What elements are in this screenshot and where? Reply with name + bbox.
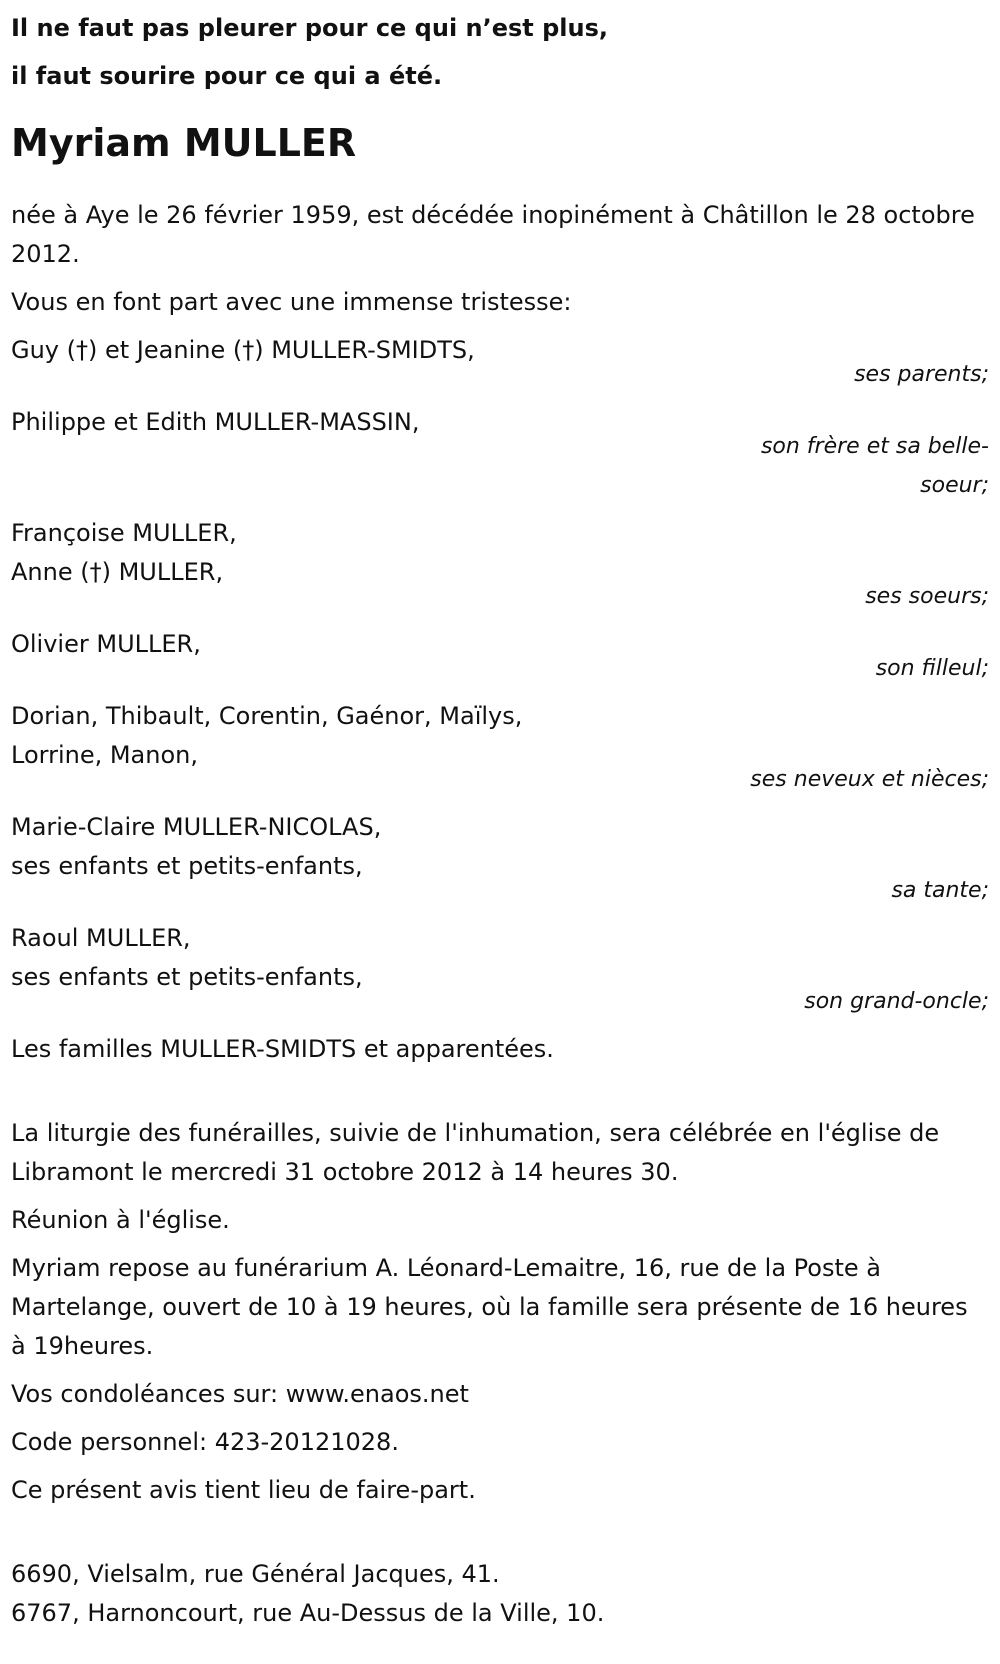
condolences-line: Vos condoléances sur: www.enaos.net	[11, 1380, 469, 1408]
relation-label: ses soeurs;	[865, 584, 989, 609]
announcement-line: Vous en font part avec une immense tristesse:	[11, 288, 572, 316]
family-member-line: Raoul MULLER,	[11, 924, 191, 952]
personal-code-line: Code personnel: 423-20121028.	[11, 1428, 399, 1456]
section-spacer	[11, 1078, 989, 1114]
meeting-line: Réunion à l'église.	[11, 1206, 230, 1234]
address-line: 6767, Harnoncourt, rue Au-Dessus de la Ville, 10.	[11, 1599, 605, 1627]
family-member-line: ses enfants et petits-enfants,	[11, 852, 363, 880]
family-group-sisters	[11, 514, 989, 616]
family-group-godson	[11, 625, 989, 688]
liturgy-paragraph: La liturgie des funérailles, suivie de l'inhumation, sera célébrée en l'église de Libramont le mercredi 31 octobre 2012 à 14 heures 30.	[11, 1119, 940, 1186]
family-member-line: Marie-Claire MULLER-NICOLAS,	[11, 813, 382, 841]
family-member-line: Anne (†) MULLER,	[11, 558, 224, 586]
deceased-name: Myriam MULLER	[11, 121, 357, 165]
family-group-aunt	[11, 808, 989, 910]
funerarium-paragraph: Myriam repose au funérarium A. Léonard-Lemaitre, 16, rue de la Poste à Martelange, ouvert de 10 à 19 heures, où la famille sera présente de 16 heures à 19heures.	[11, 1254, 968, 1360]
epigraph	[11, 4, 989, 100]
relation-label: son grand-oncle;	[804, 989, 989, 1014]
family-member-line: Olivier MULLER,	[11, 630, 201, 658]
family-member-line: Guy (†) et Jeanine (†) MULLER-SMIDTS,	[11, 336, 475, 364]
family-group-nephews	[11, 697, 989, 799]
family-group-parents	[11, 331, 989, 394]
family-group-great-uncle	[11, 919, 989, 1021]
relation-label: ses parents;	[854, 362, 989, 387]
relation-label: ses neveux et nièces;	[750, 767, 989, 792]
epigraph-line: il faut sourire pour ce qui a été.	[11, 62, 443, 90]
family-member-line: ses enfants et petits-enfants,	[11, 963, 363, 991]
families-line: Les familles MULLER-SMIDTS et apparentées.	[11, 1035, 554, 1063]
obituary-notice	[11, 0, 989, 1633]
intro-paragraph: née à Aye le 26 février 1959, est décédée inopinément à Châtillon le 28 octobre 2012.	[11, 201, 975, 268]
relation-label: sa tante;	[891, 878, 989, 903]
family-member-line: Françoise MULLER,	[11, 519, 237, 547]
family-member-line: Dorian, Thibault, Corentin, Gaénor, Maïlys,	[11, 702, 523, 730]
family-group-brother	[11, 403, 989, 505]
address-line: 6690, Vielsalm, rue Général Jacques, 41.	[11, 1560, 500, 1588]
relation-label: son frère et sa belle-soeur;	[760, 434, 989, 498]
notice-line: Ce présent avis tient lieu de faire-part.	[11, 1476, 476, 1504]
relation-label: son filleul;	[875, 656, 989, 681]
epigraph-line: Il ne faut pas pleurer pour ce qui n’est plus,	[11, 14, 609, 42]
family-member-line: Philippe et Edith MULLER-MASSIN,	[11, 408, 420, 436]
section-spacer	[11, 1519, 989, 1555]
family-member-line: Lorrine, Manon,	[11, 741, 198, 769]
